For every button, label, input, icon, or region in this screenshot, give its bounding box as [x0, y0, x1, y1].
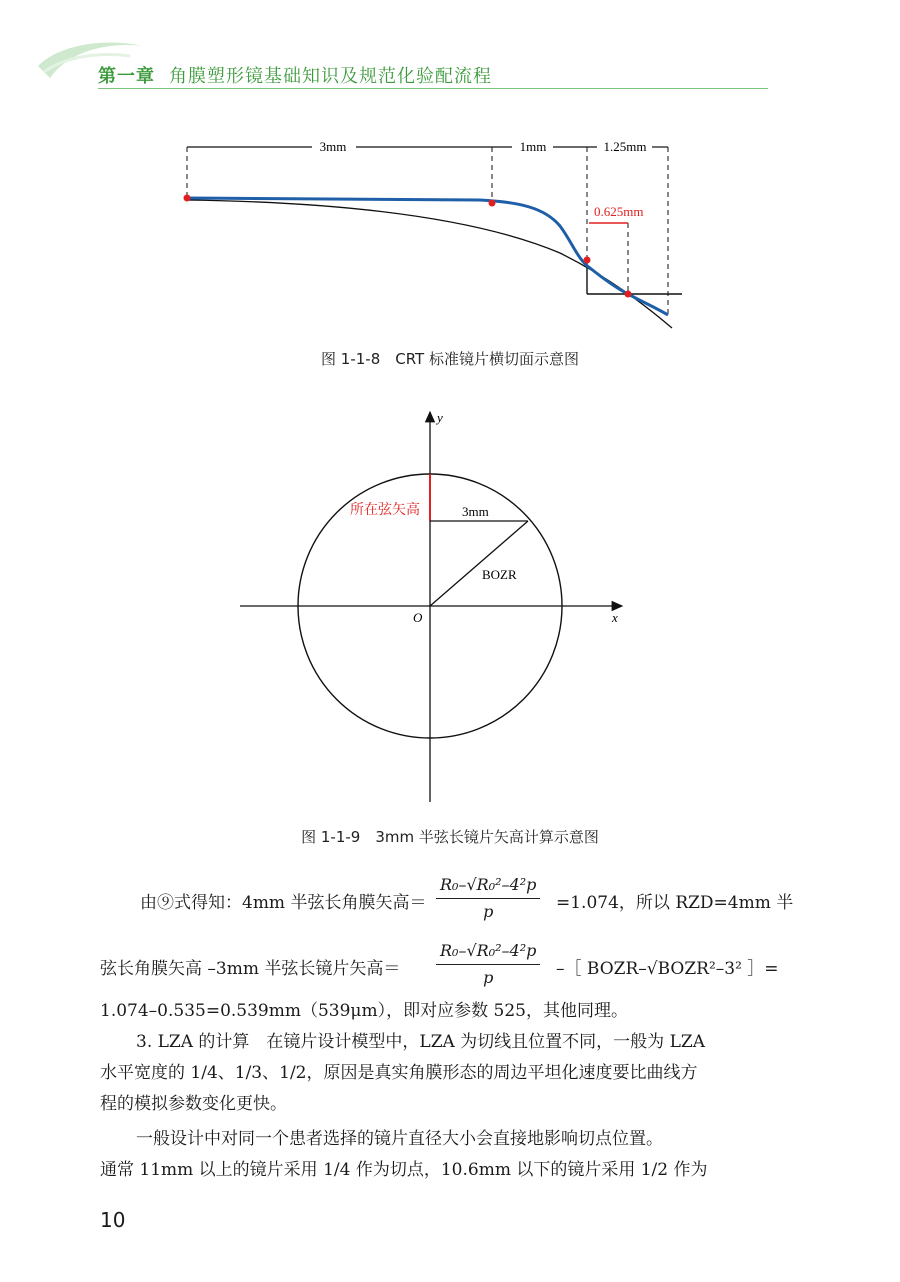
figure2-caption: 图 1-1-9 3mm 半弦长镜片矢高计算示意图 — [301, 828, 599, 846]
equation-line-1 — [140, 888, 426, 919]
figure-crt-lens-section — [0, 120, 900, 340]
sagitta-label: 所在弦矢高 — [350, 503, 420, 518]
half-chord-label: 3mm — [462, 504, 489, 519]
text-line: 通常 11mm 以上的镜片采用 1/4 作为切点，10.6mm 以下的镜片采用 1/2 作为 — [100, 1160, 708, 1180]
page-number: 10 — [100, 1208, 126, 1232]
dim-label-1mm: 1mm — [519, 139, 547, 154]
text-line: 3. LZA 的计算 在镜片设计模型中，LZA 为切线且位置不同，一般为 LZA — [136, 1032, 705, 1052]
eq1-prefix: 由⑨式得知：4mm 半弦长角膜矢高＝ — [140, 893, 427, 913]
text-line: 水平宽度的 1/4、1/3、1/2，原因是真实角膜形态的周边平坦化速度要比曲线方 — [100, 1063, 698, 1083]
fraction-2-denominator: p — [483, 968, 494, 987]
x-axis-label: x — [612, 610, 618, 625]
marker-point — [489, 200, 496, 207]
header-title — [98, 62, 492, 88]
origin-label: O — [413, 610, 423, 625]
fraction-2-numerator: R₀–√R₀²–4²p — [436, 938, 540, 965]
radius-line — [430, 521, 528, 606]
chapter-label: 第一章 — [98, 66, 155, 87]
eq2-suffix: –［ BOZR–√BOZR²–3² ］= — [556, 959, 779, 979]
eq2-prefix: 弦长角膜矢高 –3mm 半弦长镜片矢高＝ — [100, 959, 401, 979]
fraction-1 — [436, 872, 540, 925]
fraction-2 — [436, 938, 540, 991]
header-rule — [98, 88, 768, 89]
figure1-caption: 图 1-1-8 CRT 标准镜片横切面示意图 — [321, 350, 579, 368]
cornea-curve — [187, 200, 672, 328]
text-line: 程的模拟参数变化更快。 — [100, 1094, 287, 1114]
fraction-1-denominator: p — [483, 902, 494, 921]
marker-point — [625, 291, 632, 298]
chapter-title: 角膜塑形镜基础知识及规范化验配流程 — [169, 66, 492, 87]
marker-point — [584, 257, 591, 264]
dim-label-3mm: 3mm — [319, 139, 347, 154]
marker-point — [184, 195, 191, 202]
y-axis-label: y — [437, 410, 443, 425]
figure-sagitta-calc — [0, 400, 900, 810]
body-text — [100, 872, 794, 1192]
offset-label: 0.625mm — [594, 204, 644, 219]
fraction-1-numerator: R₀–√R₀²–4²p — [436, 872, 540, 899]
text-line: 一般设计中对同一个患者选择的镜片直径大小会直接地影响切点位置。 — [136, 1129, 663, 1149]
text-line: 1.074–0.535=0.539mm（539μm），即对应参数 525，其他同理。 — [100, 1001, 628, 1021]
radius-label: BOZR — [482, 567, 517, 582]
eq1-suffix: =1.074，所以 RZD=4mm 半 — [556, 893, 794, 913]
dim-label-1-25mm: 1.25mm — [603, 139, 647, 154]
